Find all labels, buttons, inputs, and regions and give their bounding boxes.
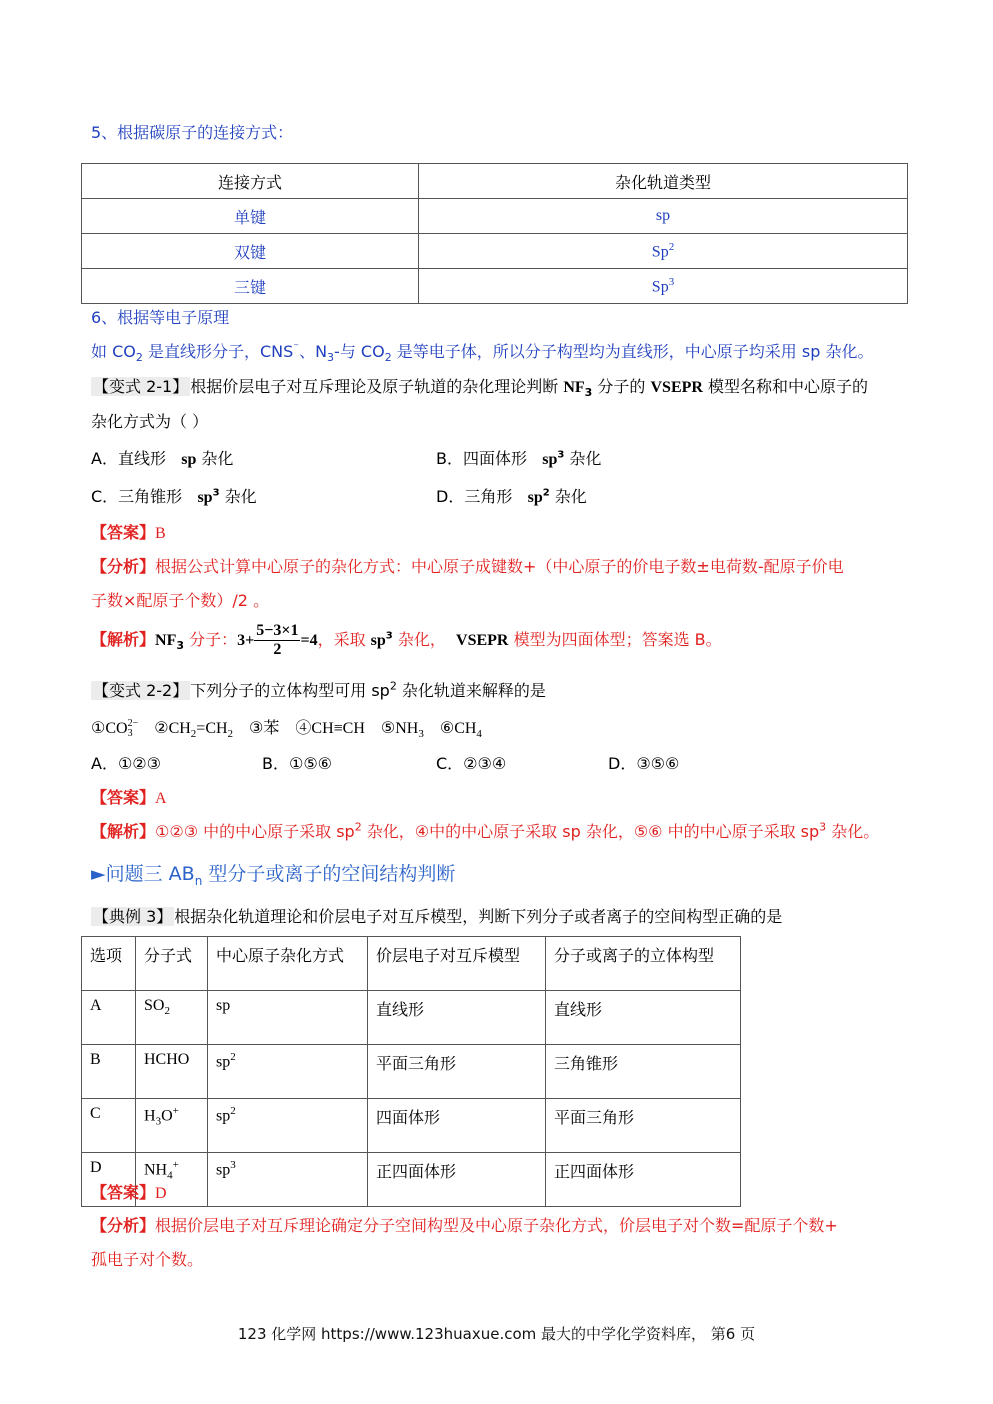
option-a: A．①②③ xyxy=(91,754,161,773)
hybrid-table xyxy=(81,163,908,304)
option-a: A．直线形 sp 杂化 xyxy=(91,449,234,468)
table-cell: C xyxy=(82,1099,136,1153)
table-cell: 正四面体形 xyxy=(368,1153,546,1207)
variant-2-1-question-cont: 杂化方式为（ ） xyxy=(91,412,209,431)
analysis-3: 【分析】根据价层电子对互斥理论确定分子空间构型及中心原子杂化方式，价层电子对个数=配原子个数+ xyxy=(91,1216,838,1235)
table-cell: $sp^2$ xyxy=(208,1045,368,1099)
answer-2-1: 【答案】B xyxy=(91,523,166,542)
table-cell: $H_3O^+$ xyxy=(136,1099,208,1153)
option-c: C．②③④ xyxy=(436,754,507,773)
analysis-3-cont: 孤电子对个数。 xyxy=(91,1250,204,1269)
table-cell: 平面三角形 xyxy=(368,1045,546,1099)
table-header: 分子式 xyxy=(136,937,208,991)
table-cell: 正四面体形 xyxy=(546,1153,741,1207)
table-cell: B xyxy=(82,1045,136,1099)
section-heading: ►问题三 $AB_n$ 型分子或离子的空间结构判断 xyxy=(91,863,456,888)
table-header: 价层电子对互斥模型 xyxy=(368,937,546,991)
table-cell: $SO_2$ xyxy=(136,991,208,1045)
section-6-title: 6、根据等电子原理 xyxy=(91,308,230,327)
table-row xyxy=(82,1099,741,1153)
table-cell: D xyxy=(82,1153,136,1207)
table-header: 杂化轨道类型 xyxy=(419,164,908,199)
section-6-text: 如 $CO_2$ 是直线形分子，CNS⁻、$N_3-$与 $CO_2$ 是等电子体，所以分子构型均为直线形，中心原子均采用 sp 杂化。 xyxy=(91,340,874,365)
table-cell: $NH_4^+$ xyxy=(136,1153,208,1207)
variant-tag: 【变式 2-1】 xyxy=(93,377,189,396)
structure-table xyxy=(81,936,741,1207)
option-b: B．①⑤⑥ xyxy=(262,754,333,773)
table-cell: Sp$^3$ xyxy=(419,269,908,304)
table-row xyxy=(82,1153,741,1207)
option-d: D．③⑤⑥ xyxy=(608,754,680,773)
table-cell: 平面三角形 xyxy=(546,1099,741,1153)
table-row xyxy=(82,991,741,1045)
table-cell: 单键 xyxy=(82,199,419,234)
table-cell: 三角锥形 xyxy=(546,1045,741,1099)
answer-3: 【答案】D xyxy=(91,1183,167,1202)
table-cell: $sp^3$ xyxy=(208,1153,368,1207)
variant-2-2-items: ①CO 2− 3 $②CH_2=CH_2$ ③苯 ④CH≡CH $⑤NH_3$ $⑥CH_4$ xyxy=(91,718,482,741)
option-b: B．四面体形 $sp^3$ 杂化 xyxy=(436,449,602,468)
analysis-2-1: 【分析】根据公式计算中心原子的杂化方式：中心原子成键数+（中心原子的价电子数±电荷数-配原子价电 xyxy=(91,557,844,576)
analysis-2-1-cont: 子数×配原子个数）/2 。 xyxy=(91,591,270,610)
table-cell: 双键 xyxy=(82,234,419,269)
table-cell: $sp^2$ xyxy=(208,1099,368,1153)
variant-2-1-question: 【变式 2-1】 根据价层电子对互斥理论及原子轨道的杂化理论判断 $NF_3$ 分子的 VSEPR 模型名称和中心原子的 xyxy=(93,377,869,400)
variant-tag: 【变式 2-2】 xyxy=(93,681,189,700)
table-cell: Sp$^2$ xyxy=(419,234,908,269)
table-header: 中心原子杂化方式 xyxy=(208,937,368,991)
table-cell: A xyxy=(82,991,136,1045)
table-cell: 直线形 xyxy=(368,991,546,1045)
example-3-question: 【典例 3】 根据杂化轨道理论和价层电子对互斥模型，判断下列分子或者离子的空间构型正确的是 xyxy=(93,907,783,926)
table-cell: sp xyxy=(208,991,368,1045)
explanation-2-1: 【解析】$NF_3$ 分子：3+ $\frac{5-3\times 1}{2}$ =4，采取 $sp^3$ 杂化， VSEPR 模型为四面体型；答案选 B。 xyxy=(91,622,722,658)
table-header: 选项 xyxy=(82,937,136,991)
arrow-icon: ► xyxy=(91,863,106,885)
table-cell: 四面体形 xyxy=(368,1099,546,1153)
explanation-2-2: 【解析】①②③ 中的中心原子采取 $sp^2$ 杂化，④中的中心原子采取 sp 杂化，⑤⑥ 中的中心原子采取 $sp^3$ 杂化。 xyxy=(91,820,880,841)
variant-2-2-question: 【变式 2-2】 下列分子的立体构型可用 $sp^2$ 杂化轨道来解释的是 xyxy=(93,679,546,700)
fraction: $\frac{5-3\times 1}{2}$ xyxy=(256,622,299,658)
page-footer: 123 化学网 https://www.123huaxue.com 最大的中学化学资料库， 第6 页 xyxy=(237,1325,756,1343)
table-header: 连接方式 xyxy=(82,164,419,199)
example-tag: 【典例 3】 xyxy=(93,907,173,926)
table-cell: 三键 xyxy=(82,269,419,304)
table-header: 分子或离子的立体构型 xyxy=(546,937,741,991)
option-c: C．三角锥形 $sp^3$ 杂化 xyxy=(91,487,257,506)
answer-2-2: 【答案】A xyxy=(91,788,167,807)
table-row xyxy=(82,1045,741,1099)
table-cell: sp xyxy=(419,199,908,234)
table-cell: HCHO xyxy=(136,1045,208,1099)
option-d: D．三角形 $sp^2$ 杂化 xyxy=(436,487,587,506)
section-5-title: 5、根据碳原子的连接方式： xyxy=(91,123,294,142)
table-cell: 直线形 xyxy=(546,991,741,1045)
